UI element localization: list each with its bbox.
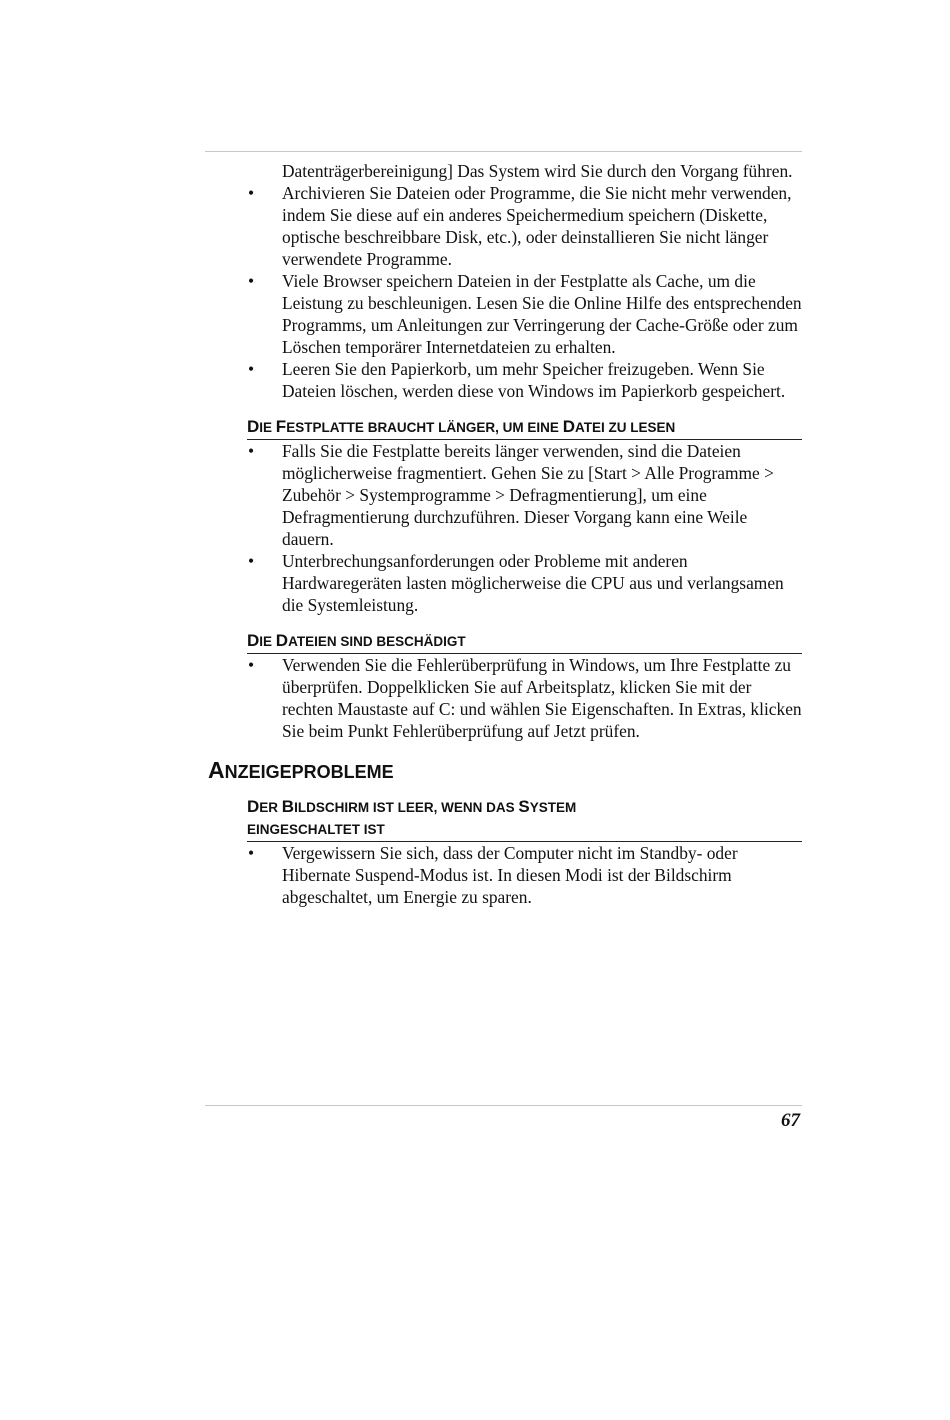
section1-bullet-list <box>205 440 802 616</box>
list-item: • Verwenden Sie die Fehlerüberprüfung in Windows, um Ihre Festplatte zu überprüfen. Doppelklicken Sie auf Arbeitsplatz, klicken Sie mit der rechten Maustaste auf C: und wählen Sie Eigenschaften. In Extras, klicken Sie beim Punkt Fehlerüberprüfung auf Jetzt prüfen. <box>205 654 802 742</box>
list-item: • Unterbrechungsanforderungen oder Probleme mit anderen Hardwaregeräten lasten möglicherweise die CPU aus und verlangsamen die Systemleistung. <box>205 550 802 616</box>
chapter-heading: ANZEIGEPROBLEME <box>208 757 394 783</box>
list-item: • Viele Browser speichern Dateien in der Festplatte als Cache, um die Leistung zu beschleunigen. Lesen Sie die Online Hilfe des entsprechenden Programms, um Anleitungen zur Verringerung der Cache-Größe oder zum Löschen temporärer Internetdateien zu erhalten. <box>205 270 802 358</box>
list-item: • Falls Sie die Festplatte bereits länger verwenden, sind die Dateien möglicherweise fragmentiert. Gehen Sie zu [Start > Alle Programme > Zubehör > Systemprogramme > Defragmentierung], um eine Defragmentierung durchzuführen. Dieser Vorgang kann eine Weile dauern. <box>205 440 802 550</box>
header-rule <box>205 151 802 152</box>
list-item: • Archivieren Sie Dateien oder Programme, die Sie nicht mehr verwenden, indem Sie diese auf ein anderes Speichermedium speichern (Diskette, optische beschreibbare Disk, etc.), oder deinstallieren Sie nicht länger verwendete Programme. <box>205 182 802 270</box>
page-number: 67 <box>781 1110 800 1131</box>
section-heading-bildschirm: DER BILDSCHIRM IST LEER, WENN DAS SYSTEM EINGESCHALTET IST <box>247 796 802 842</box>
list-item: • Vergewissern Sie sich, dass der Computer nicht im Standby- oder Hibernate Suspend-Modus ist. In diesen Modi ist der Bildschirm abgeschaltet, um Energie zu sparen. <box>205 842 802 908</box>
section2-bullet-list <box>205 654 802 742</box>
continuation-paragraph: Datenträgerbereinigung] Das System wird Sie durch den Vorgang führen. <box>282 161 793 181</box>
intro-bullet-list <box>205 182 802 402</box>
page-content <box>205 160 802 908</box>
footer-rule <box>205 1105 802 1106</box>
list-item: • Leeren Sie den Papierkorb, um mehr Speicher freizugeben. Wenn Sie Dateien löschen, werden diese von Windows im Papierkorb gespeichert. <box>205 358 802 402</box>
section-heading-festplatte: DIE FESTPLATTE BRAUCHT LÄNGER, UM EINE DATEI ZU LESEN <box>247 416 802 440</box>
section3-bullet-list <box>205 842 802 908</box>
section-heading-dateien: DIE DATEIEN SIND BESCHÄDIGT <box>247 630 802 654</box>
